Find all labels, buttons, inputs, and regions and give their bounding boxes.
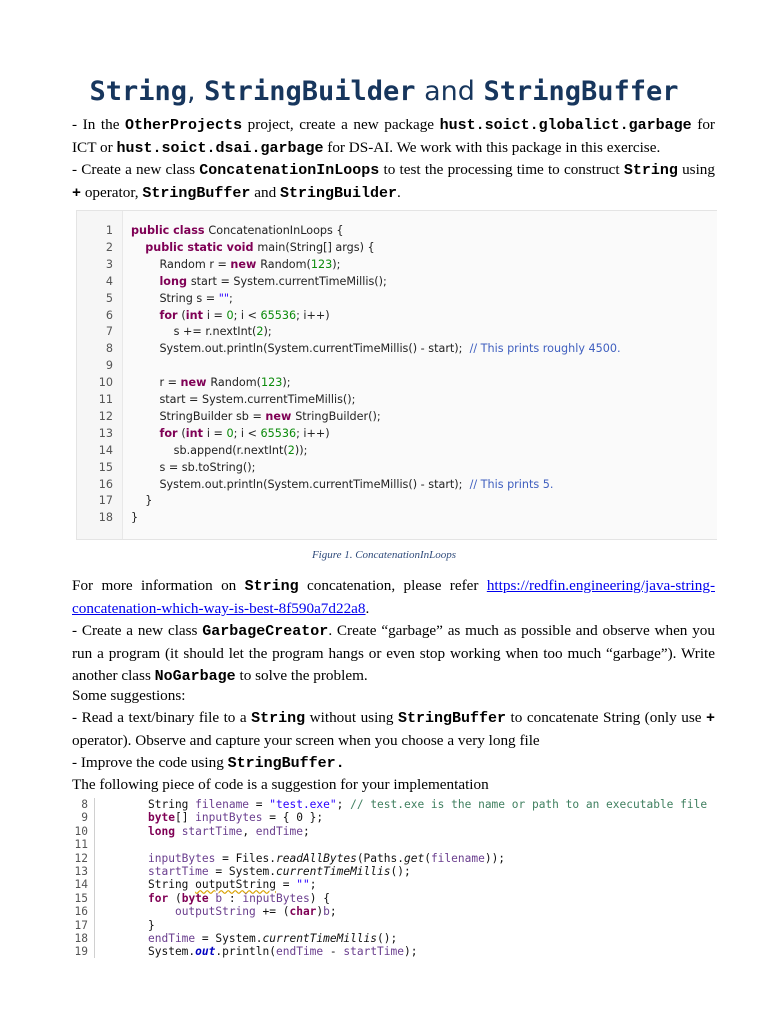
code-token: [131, 309, 159, 322]
code-token: += (: [255, 905, 290, 919]
code-token: "": [218, 291, 230, 305]
code-line: [72, 852, 715, 865]
code-token: ,: [242, 824, 256, 838]
code-line: [77, 222, 717, 239]
code-token: endTime: [255, 824, 303, 838]
code-token: 123: [310, 257, 333, 271]
text: for DS-AI. We work with this package in this exercise.: [323, 139, 661, 156]
text: - Create a new class: [72, 161, 200, 178]
code-token: [131, 275, 159, 288]
line-number: 13: [98, 426, 113, 440]
code-token: String s =: [131, 291, 219, 305]
code-text: [131, 239, 375, 256]
code-text: [148, 825, 310, 838]
code-term: String: [244, 578, 299, 595]
code-token: inputBytes: [195, 811, 263, 825]
code-text: [131, 391, 355, 408]
code-token: []: [174, 811, 196, 825]
line-number: 16: [74, 905, 88, 919]
title-and: and: [424, 76, 475, 107]
code-token: startTime: [181, 824, 243, 838]
line-number: 11: [74, 838, 88, 852]
text: without using: [305, 709, 398, 726]
text: operator,: [81, 184, 143, 201]
code-text: [131, 492, 152, 509]
code-term: StringBuffer: [142, 185, 251, 202]
code-token: currentTimeMillis: [275, 865, 391, 878]
code-token: Random r =: [131, 257, 231, 271]
text: using: [677, 161, 715, 178]
code-token: s += r.nextInt(: [131, 325, 257, 339]
line-number: 5: [105, 291, 113, 305]
code-line: [72, 932, 715, 945]
page-title: [0, 76, 768, 107]
line-number: 8: [81, 798, 88, 811]
code-token: new: [265, 409, 296, 423]
code-line: [72, 811, 715, 824]
line-number: 16: [98, 477, 113, 491]
code-term: OtherProjects: [125, 117, 243, 134]
line-number: 6: [105, 308, 113, 322]
code-token: System.out.println(System.currentTimeMillis() - start);: [131, 342, 470, 356]
code-term: +: [72, 185, 82, 202]
code-line: [77, 340, 717, 357]
code-token: long: [159, 274, 191, 288]
code-token: );: [263, 325, 272, 339]
code-line: [77, 442, 717, 459]
title-stringbuffer: StringBuffer: [483, 76, 679, 107]
code-text: [131, 290, 233, 307]
code-token: endTime: [148, 932, 196, 945]
title-string: String: [89, 76, 187, 107]
code-text: [148, 945, 417, 958]
code-text: [131, 408, 381, 425]
link-text: https://redfin.engineering/java-string-: [486, 577, 715, 594]
code-term: String: [623, 162, 678, 179]
code-token: -: [323, 945, 344, 958]
code-block-concatenation: [76, 210, 717, 540]
code-token: 65536: [260, 308, 297, 322]
line-number: 2: [105, 240, 113, 254]
code-line: [72, 892, 715, 905]
line-number: 10: [98, 376, 113, 390]
code-token: ));: [484, 851, 506, 865]
text: and: [250, 184, 280, 201]
code-text: [131, 459, 255, 476]
code-token: ; i <: [233, 308, 261, 322]
text: .: [397, 184, 401, 201]
code-term: String: [251, 710, 306, 727]
line-number: 15: [74, 891, 88, 905]
code-token: i =: [206, 308, 227, 322]
code-text: [131, 476, 553, 493]
code-line: [77, 273, 717, 290]
code-text: [131, 323, 272, 340]
code-line: [77, 408, 717, 425]
code-token: // test.exe is the name or path to an executable file: [350, 798, 708, 811]
paragraph-following-code: The following piece of code is a suggestion for your implementation: [72, 776, 489, 793]
code-line: [77, 492, 717, 509]
code-token: new: [230, 257, 261, 271]
code-token: [148, 905, 175, 918]
paragraph-create-class: [72, 159, 715, 205]
text: - Improve the code using: [72, 754, 228, 771]
title-stringbuilder: StringBuilder: [204, 76, 416, 107]
code-term: ConcatenationInLoops: [199, 162, 380, 179]
code-token: public class: [131, 224, 209, 237]
code-line: [77, 239, 717, 256]
code-token: long: [148, 824, 182, 838]
code-token: = { 0 };: [262, 811, 324, 825]
code-line: [72, 878, 715, 891]
line-number: 18: [98, 511, 113, 525]
line-number: 13: [74, 865, 88, 878]
code-line: [77, 323, 717, 340]
code-token: r =: [131, 376, 181, 390]
code-token: "test.exe": [269, 798, 337, 811]
line-number: 9: [81, 811, 88, 825]
code-text: [131, 442, 307, 459]
code-token: startTime: [343, 945, 404, 958]
code-line: [77, 374, 717, 391]
code-text: [148, 878, 316, 891]
code-token: = Files.: [215, 851, 276, 865]
code-token: );: [404, 945, 418, 958]
code-line: [72, 798, 715, 811]
code-token: }: [131, 511, 139, 525]
code-token: for: [148, 891, 175, 905]
code-token: (: [174, 891, 182, 905]
code-token: = System.: [195, 932, 263, 945]
text: to concatenate String (only use: [506, 709, 706, 726]
code-token: readAllBytes: [275, 851, 357, 865]
code-token: filename: [195, 798, 250, 811]
code-text: [148, 892, 330, 905]
code-token: ;: [329, 905, 337, 919]
code-token: ;: [309, 878, 317, 892]
code-token: char: [289, 905, 317, 919]
code-line: [77, 459, 717, 476]
code-text: [131, 273, 387, 290]
text: - In the: [72, 116, 126, 133]
text: to test the processing time to construct: [379, 161, 624, 178]
code-token: "": [296, 878, 310, 892]
paragraph-read-file: [72, 707, 715, 752]
code-token: = System.: [208, 865, 276, 878]
line-number: 3: [105, 257, 113, 271]
text: operator). Observe and capture your screen when you choose a very long file: [72, 732, 540, 749]
code-token: [131, 427, 159, 440]
line-number: 18: [74, 932, 88, 945]
code-token: Random(: [260, 257, 311, 271]
code-token: // This prints roughly 4500.: [469, 342, 621, 356]
code-token: b: [215, 891, 223, 905]
code-text: [131, 222, 344, 239]
code-token: StringBuilder();: [295, 409, 381, 423]
code-line: [72, 838, 715, 851]
paragraph-more-info: [72, 575, 715, 620]
code-token: StringBuilder sb =: [131, 409, 266, 423]
code-token: 2: [287, 443, 295, 457]
code-token: sb.append(r.nextInt(: [131, 443, 288, 457]
code-line: [77, 425, 717, 442]
code-token: outputString: [174, 905, 256, 919]
code-text: [148, 905, 337, 918]
code-line: [77, 509, 717, 526]
code-token: byte: [148, 811, 175, 825]
code-token: currentTimeMillis: [262, 932, 378, 945]
code-token: inputBytes: [148, 851, 216, 865]
code-token: get: [403, 851, 425, 865]
code-token: );: [282, 376, 291, 390]
title-comma: ,: [186, 76, 196, 107]
code-term: +: [705, 710, 715, 727]
text: - Create a new class: [72, 622, 203, 639]
text: .: [365, 600, 370, 617]
line-number: 14: [74, 878, 88, 892]
line-number: 17: [74, 918, 88, 932]
code-term: StringBuilder: [279, 185, 397, 202]
code-token: (: [181, 426, 186, 440]
code-token: }: [148, 918, 155, 932]
line-number: 10: [74, 824, 88, 838]
code-token: ();: [377, 932, 398, 945]
code-line: [77, 256, 717, 273]
text: . Create “garbage” as much as possible and observe when you run a program (it should let the program hangs or even stop working when too much “garbage”). Write another class: [72, 622, 715, 684]
code-token: // This prints 5.: [469, 477, 554, 491]
line-number: 12: [74, 851, 88, 865]
code-line: [72, 905, 715, 918]
text: concatenation, please refer: [298, 577, 487, 594]
code-text: [148, 811, 323, 824]
code-token: =: [275, 878, 297, 892]
code-token: ));: [294, 443, 308, 457]
code-token: inputBytes: [242, 891, 310, 905]
code-token: );: [332, 257, 341, 271]
code-token: for: [159, 308, 182, 322]
code-token: .println(: [215, 945, 276, 958]
code-token: :: [222, 891, 243, 905]
code-token: start = System.currentTimeMillis();: [131, 393, 356, 406]
code-token: ;: [302, 824, 310, 838]
code-token: i =: [206, 426, 227, 440]
code-line: [72, 945, 715, 958]
code-token: =: [249, 798, 270, 811]
code-token: System.: [148, 945, 196, 958]
line-number: 14: [98, 443, 113, 457]
code-token: ; i++): [296, 308, 330, 322]
line-number: 17: [98, 494, 113, 508]
line-number: 15: [98, 460, 113, 474]
code-text: [131, 374, 291, 391]
line-number: 1: [105, 224, 113, 237]
text: For more information on: [72, 577, 245, 594]
line-number: 8: [105, 342, 113, 356]
code-text: [131, 340, 621, 357]
code-term: hust.soict.dsai.garbage: [116, 140, 324, 157]
code-text: [148, 852, 505, 865]
code-token: ) {: [309, 891, 330, 905]
code-token: 123: [261, 376, 283, 390]
text: to solve the problem.: [235, 667, 368, 684]
code-token: 0: [226, 308, 234, 322]
code-token: public static void: [145, 240, 258, 254]
code-text: [148, 865, 411, 878]
line-number: 9: [105, 359, 113, 373]
text: - Read a text/binary file to a: [72, 709, 252, 726]
line-number: 7: [105, 325, 113, 339]
code-token: ();: [390, 865, 411, 878]
code-token: s = sb.toString();: [131, 460, 256, 474]
code-token: outputString: [195, 878, 276, 892]
code-token: String: [148, 878, 196, 892]
line-number: 19: [74, 945, 88, 958]
code-term: NoGarbage: [154, 668, 236, 685]
code-token: (: [181, 308, 186, 322]
code-token: ; i <: [233, 426, 261, 440]
code-token: for: [159, 426, 182, 440]
code-token: ): [316, 905, 324, 919]
paragraph-garbage-creator: [72, 620, 715, 688]
code-token: out: [195, 945, 216, 958]
code-line: [77, 307, 717, 324]
link-text: concatenation-which-way-is-best-8f590a7d22a8: [72, 600, 366, 617]
code-token: ConcatenationInLoops {: [208, 224, 344, 237]
code-token: filename: [430, 851, 485, 865]
code-token: new: [180, 376, 211, 390]
code-token: start = System.currentTimeMillis();: [190, 274, 387, 288]
code-token: ; i++): [296, 426, 330, 440]
code-token: }: [131, 494, 153, 508]
code-token: String: [148, 798, 196, 811]
code-token: 0: [226, 426, 234, 440]
code-token: (: [424, 851, 431, 865]
line-number: 11: [98, 393, 113, 406]
code-token: int: [185, 426, 207, 440]
code-term: GarbageCreator: [202, 623, 329, 640]
code-block-suggestion: [72, 798, 715, 958]
text: project, create a new package: [242, 116, 440, 133]
code-token: System.out.println(System.currentTimeMillis() - start);: [131, 477, 470, 491]
line-number: 4: [105, 274, 113, 288]
code-text: [148, 798, 707, 811]
code-token: 2: [256, 325, 264, 339]
code-line: [72, 825, 715, 838]
code-term: StringBuffer: [398, 710, 507, 727]
code-token: 65536: [260, 426, 297, 440]
code-text: [131, 425, 330, 442]
code-text: [131, 307, 330, 324]
paragraph-suggestions: Some suggestions:: [72, 687, 186, 704]
code-line: [77, 476, 717, 493]
text: for ICT or: [72, 116, 715, 156]
code-token: main(String[] args) {: [257, 240, 375, 254]
code-token: ;: [229, 291, 233, 305]
code-text: [148, 932, 397, 945]
code-token: [131, 241, 145, 254]
code-token: ;: [336, 798, 351, 811]
paragraph-improve: [72, 752, 715, 775]
line-number: 12: [98, 409, 113, 423]
code-token: Random(: [210, 376, 262, 390]
code-token: byte: [181, 891, 216, 905]
code-line: [77, 290, 717, 307]
code-text: [131, 509, 138, 526]
code-text: [131, 256, 340, 273]
code-line: [72, 865, 715, 878]
code-line: [77, 391, 717, 408]
figure-caption: Figure 1. ConcatenationInLoops: [311, 549, 457, 561]
code-term: hust.soict.globalict.garbage: [439, 117, 692, 134]
code-token: int: [185, 308, 207, 322]
code-term: StringBuffer.: [227, 755, 345, 772]
code-line: [72, 919, 715, 932]
code-token: startTime: [148, 865, 209, 878]
code-line: [77, 357, 717, 374]
code-token: b: [323, 905, 330, 919]
code-token: endTime: [276, 945, 324, 958]
paragraph-package: [72, 114, 715, 160]
code-token: (Paths.: [356, 851, 404, 865]
code-text: [148, 919, 155, 932]
